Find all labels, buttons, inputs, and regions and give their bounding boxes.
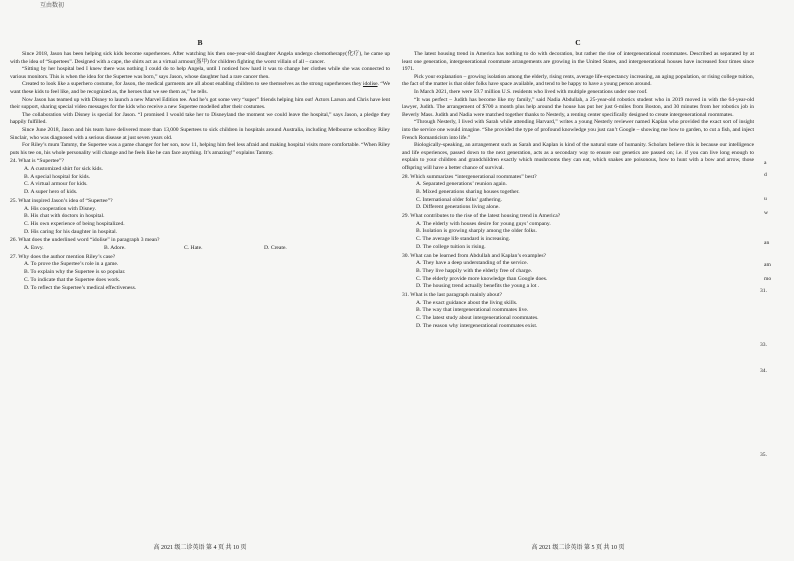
answer-option: B. Adore. [104,245,126,252]
answer-option: C. The elderly provide more knowledge than Google does. [416,275,548,282]
question-block [402,292,754,331]
answer-option: A. His cooperation with Disney. [24,205,97,212]
margin-fragment: a [764,160,767,166]
top-scrap-text: 互由数初 [40,3,65,9]
right-margin-fragments [760,0,794,561]
answer-option: D. The college tuition is rising. [416,243,486,250]
question-stem: 27. Why does the author mention Riley’s case? [10,253,116,260]
margin-fragment: an [764,240,770,246]
question-stem: 28. Which summarizes “intergenerational roommates” best? [402,173,537,180]
margin-fragment: 31. [760,288,767,294]
answer-option: C. Hate. [184,245,203,252]
underlined-word: idolise [362,81,378,88]
question-block [402,253,754,292]
left-footer: 高 2021 级二诊英语 第 4 页 共 10 页 [153,545,247,551]
answer-option: B. The way that intergenerational roommates live. [416,307,529,314]
question-stem: 24. What is “Supertee”? [10,158,64,165]
question-stem: 31. What is the last paragraph mainly about? [402,292,502,299]
answer-option: C. A virtual armour for kids. [24,181,88,188]
passage-paragraph: The latest housing trend in America has nothing to do with decoration, but rather the rise of intergenerational roommates. Described as separated by at least one generation, intergenerational roommate arrangements are growing in the United States, and intergenerational houses have increased four times since 1971. [402,51,754,73]
passage-paragraph: Since June 2018, Jason and his team have delivered more than 13,000 Supertees to sick children in hospitals around Australia, including Melbourne schoolboy Riley Sinclair, who was diagnosed with a serious disease at just seven years old. [10,126,390,141]
answer-option: D. Different generations living alone. [416,204,500,211]
answer-option: A. To prove the Supertee’s role in a game. [24,261,119,268]
right-passage [402,51,754,173]
question-block [402,174,754,213]
margin-fragment: mo [764,276,772,282]
inline-options [24,245,390,253]
answer-option: A. They have a deep understanding of the service. [416,260,529,267]
right-questions [402,174,754,331]
right-page [402,0,754,561]
question-stem: 29. What contributes to the rise of the latest housing trend in America? [402,213,561,220]
answer-option: B. Mixed generations sharing houses together. [416,188,520,195]
margin-fragment: am [764,262,771,268]
answer-option: A. Separated generations’ reunion again. [416,181,507,188]
margin-fragment: 35. [760,452,767,458]
passage-paragraph: Since 2018, Jason has been helping sick kids become superheroes. After watching his then one-year-old daughter Angela undergo chemotherapy(化疗), he came up with the idea of “Supertees”. Designed with a cape, the shirts act as a virtual armour(盔甲) for children fighting the worst villain of all – cancer. [10,51,390,65]
question-block [10,158,390,197]
answer-option: A. The exact guidance about the living skills. [416,299,518,306]
margin-fragment: d [764,172,767,178]
answer-option: C. International older folks’ gathering. [416,196,502,203]
answer-option: D. The reason why intergenerational roommates exist. [416,322,538,329]
question-stem: 30. What can be learned from Abdullah and Kaplan’s examples? [402,252,547,259]
margin-fragment: 34. [760,368,767,374]
passage-paragraph: Now Jason has teamed up with Disney to launch a new Marvel Edition tee. And he’s got some very “super” friends helping him out! Actors Larson and Chris have lent their support, sharing special video messages for the kids who receive a new Supertee modelled after their costumes. [10,96,390,111]
passage-paragraph: Created to look like a superhero costume, for Jason, the medical garments are all about enabling children to see themselves as the strong superheroes they idolise. “We want these kids to feel like, and be recognized as, the heroes that we see them as,” he tells. [10,81,390,95]
question-block [402,213,754,252]
passage-paragraph: “It was perfect – Judith has become like my family,” said Nadia Abdullah, a 25-year-old robotics student who in 2019 moved in with the 64-year-old lawyer, Judith. The arrangement of $700 a month plus help around the house has put her just 6-miles from Boston, and 30 minutes from her robotics job in Beverly Mass. Judith and Nadia were matched together thanks to Nesterly, a renting center specifically designed to create intergenerational roommates. [402,96,754,118]
answer-option: B. His chat with doctors in hospital. [24,213,105,220]
passage-paragraph: “Sitting by her hospital bed I knew there was nothing I could do to help Angela, until I noticed how hard it was to change her clothes while she was connected to various monitors. This is when the idea for the Supertee was born,” says Jason, whose daughter had a rare cancer then. [10,66,390,80]
question-block [10,237,390,252]
answer-option: D. Create. [264,245,287,252]
passage-paragraph: For Riley’s mum Tammy, the Supertee was a game changer for her son, now 11, helping him feel less afraid and making hospital visits more comfortable. “When Riley puts his tee on, his whole personality will change and he feels like he can face anything. It’s amazing!” explains Tammy. [10,142,390,156]
passage-paragraph: In March 2021, there were 59.7 million U.S. residents who lived with multiple generations under one roof. [414,88,648,95]
question-stem: 26. What does the underlined word “idolise” in paragraph 3 mean? [10,237,160,244]
passage-paragraph: Pick your explanation – growing isolation among the elderly, rising rents, average life-expectancy increasing, an aging population, or rising college tuition, the fact of the matter is that older folks have space available, and tend to be happy to have a young person around. [402,73,754,88]
passage-paragraph: The collaboration with Disney is special for Jason. “I promised I would take her to Disneyland the moment we could leave the hospital,” says Jason, a pledge they happily fulfilled. [10,111,390,126]
passage-paragraph: “Through Nesterly, I lived with Sarah while attending Harvard,” writes a young Nesterly reviewer named Kaplan who provided the exact sort of insight into the service one would imagine. “She provided the type of profound knowledge you just can’t Google – showing me how to garden, to cut a fish, and inject French Romanticism into life.” [402,119,754,141]
left-questions [10,158,390,292]
left-page [10,0,390,561]
answer-option: C. The average life standard is increasing. [416,236,511,243]
section-letter-c: C [575,38,581,47]
margin-fragment: u [764,196,767,202]
answer-option: C. The latest study about intergenerational roommates. [416,315,539,322]
question-block [10,198,390,237]
left-passage [10,51,390,157]
margin-fragment: 33. [760,342,767,348]
answer-option: B. They live happily with the elderly free of charge. [416,267,533,274]
answer-option: A. Envy. [24,245,44,252]
margin-fragment: w [764,210,769,216]
answer-option: B. To explain why the Supertee is so popular. [24,269,126,276]
answer-option: A. A customized shirt for sick kids. [24,166,103,173]
passage-paragraph: Biologically-speaking, an arrangement such as Sarah and Kaplan is kind of the natural state of humanity. Scholars believe this is because our intelligence and life experiences, passed down to the next generation, acts as a secondary way to ensure our genetics are passed on; i.e. if you can live long enough to explain to your children and grandchildren exactly which mushrooms they can eat, which snakes are poisonous, how to hunt with a bow and arrow, those offspring will have a better chance of survival. [402,142,754,171]
right-footer: 高 2021 级二诊英语 第 5 页 共 10 页 [531,545,625,551]
answer-option: C. His own experience of being hospitalized. [24,220,125,227]
section-letter-b: B [197,38,203,47]
answer-option: B. A special hospital for kids. [24,173,91,180]
answer-option: B. Isolation is growing sharply among the older folks. [416,228,537,235]
answer-option: A. The elderly with houses desire for young guys’ company. [416,220,551,227]
question-stem: 25. What inspired Jason’s idea of “Supertee”? [10,197,113,204]
question-block [10,254,390,293]
answer-option: D. A super hero of kids. [24,189,78,196]
answer-option: D. His caring for his daughter in hospital. [24,228,118,235]
answer-option: D. To reflect the Supertee’s medical effectiveness. [24,284,137,291]
answer-option: D. The housing trend actually benefits the young a lot . [416,283,540,290]
answer-option: C. To indicate that the Supertee does work. [24,276,121,283]
